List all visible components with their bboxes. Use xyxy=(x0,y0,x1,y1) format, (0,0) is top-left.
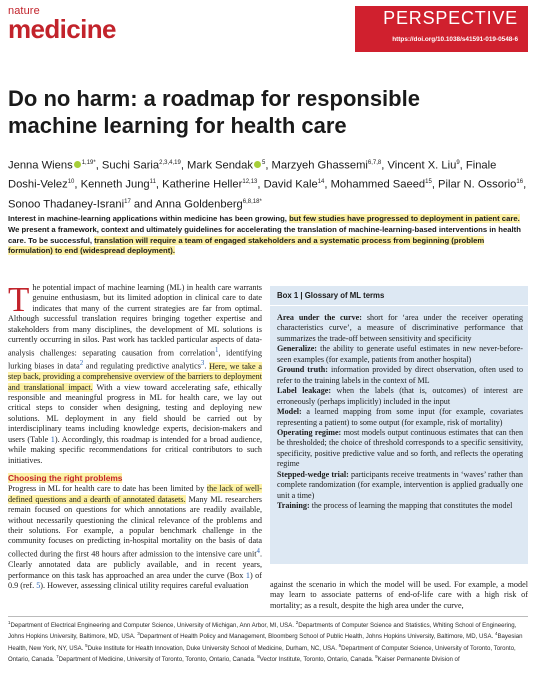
intro-paragraph xyxy=(8,280,262,466)
author-name[interactable]: Mohammed Saeed xyxy=(330,179,426,192)
author-name[interactable]: Vincent X. Liu xyxy=(387,159,457,172)
glossary-definition: most models output continuous estimates that can then be thresholded; the choice of threshold corresponds to a specific sensitivity, specificity, positive predictive value and so forth, and reflects the operating regime xyxy=(277,427,523,469)
author-separator: , xyxy=(95,159,102,172)
affiliation-text: Department of Computer Science, University of Toronto, Toronto, Ontario, Canada. xyxy=(8,644,516,664)
author-name[interactable]: Marzyeh Ghassemi xyxy=(271,159,368,172)
glossary-box xyxy=(270,286,528,564)
reference-link[interactable]: 1 xyxy=(215,346,219,354)
reference-link[interactable]: 3 xyxy=(200,359,205,367)
glossary-entry xyxy=(277,365,523,386)
author-name[interactable]: Jenna Wiens xyxy=(8,159,73,172)
author-affiliation-marker: 6,7,8 xyxy=(367,160,382,166)
article-title: Do no harm: a roadmap for responsible machine learning for health care xyxy=(8,86,420,138)
section-text: ). However, assessing clinical utility requires careful evaluation xyxy=(40,580,249,590)
author-affiliation-marker: 11 xyxy=(149,179,156,186)
author-name[interactable]: Mark Sendak xyxy=(187,159,253,172)
author-separator: , xyxy=(324,179,331,192)
glossary-definition: participants receive treatments in ‘waves’ rather than complete randomization (for example, intervention is applied gradually one unit a time) xyxy=(277,469,523,500)
doi-link[interactable]: https://doi.org/10.1038/s41591-019-0548-6 xyxy=(392,36,518,43)
glossary-definition: the process of learning the mapping that constitutes the model xyxy=(309,501,513,511)
intro-text: and regulating predictive analytics xyxy=(83,361,201,371)
glossary-box-title: Box 1 | Glossary of ML terms xyxy=(277,291,385,300)
reference-link[interactable]: 5 xyxy=(36,580,41,590)
author-affiliation-marker: 10 xyxy=(67,179,75,186)
abstract xyxy=(8,214,526,257)
section-heading-text: Choosing the right problems xyxy=(8,473,123,484)
glossary-term: Label leakage: xyxy=(277,386,332,396)
section-text: . Clearly annotated data are publicly available, and in recent years, performance on this task has approached an area under the curve (Box xyxy=(8,549,262,580)
glossary-entry xyxy=(277,470,523,501)
intro-highlight: Here, we take a step back, providing a comprehensive overview of the barriers to deployment and translational impact. xyxy=(8,361,262,392)
author-affiliation-marker: 5 xyxy=(261,160,266,166)
glossary-definition: a learned mapping from some input (for example, covariates representing a patient) to some output (for example, risk of mortality) xyxy=(277,407,523,427)
affiliation-text: Kaiser Permanente Division of xyxy=(377,656,460,664)
author-name[interactable]: Suchi Saria xyxy=(101,159,160,172)
author-affiliation-marker: 1,19* xyxy=(81,160,96,166)
footnote-number: 4 xyxy=(494,631,498,637)
body-right-continuation: against the scenario in which the model will be used. For example, a model may learn to associate patterns of end-of-life care with a high risk of mortality; as a result, despite the high area under the curve, xyxy=(270,580,528,610)
glossary-term: Model: xyxy=(277,407,302,417)
table-link[interactable]: 1 xyxy=(50,434,55,444)
orcid-icon[interactable] xyxy=(74,161,81,168)
intro-text: he potential impact of machine learning (ML) in health care warrants genuine enthusiasm, but its limited adoption in clinical care to date indicates that many of the current strategies are far from optimal. Although successful translation requires bringing together expertise and stakeholders from many disciplines, the development of ML solutions is currently occurring in silos. Past work has tackled particular aspects of data-analysis challenges: separating causation from correlation xyxy=(8,283,262,358)
glossary-entry xyxy=(277,501,523,511)
footnote-number: 1 xyxy=(8,620,11,625)
orcid-icon[interactable] xyxy=(254,161,261,168)
author-affiliation-marker: 15 xyxy=(425,179,432,186)
glossary-entries xyxy=(277,313,523,512)
author-name[interactable]: David Kale xyxy=(263,179,318,192)
author-affiliation-marker: 12,13 xyxy=(242,179,258,186)
intro-text: , identifying lurking biases in data xyxy=(8,348,262,371)
author-list xyxy=(8,155,528,213)
affiliation-text: Bayesian Health, New York, NY, USA. xyxy=(8,633,523,652)
glossary-term: Area under the curve: xyxy=(277,313,362,322)
author-name[interactable]: Anna Goldenberg xyxy=(155,198,243,211)
journal-logo-medicine: medicine xyxy=(8,14,116,44)
glossary-entry xyxy=(277,428,523,470)
reference-link[interactable]: 2 xyxy=(79,359,84,367)
body-left-column xyxy=(8,280,263,591)
affiliation-text: Department of Health Policy and Management, Bloomberg School of Public Health, Johns Hopkins University, Baltimore, MD, USA. xyxy=(139,633,495,641)
author-separator: , xyxy=(431,179,439,192)
author-separator: , xyxy=(155,179,163,192)
abstract-text: We present a framework, context and ultimately guidelines for accelerating the translation of machine-learning-based interventions in health care. To be successful, xyxy=(8,224,521,245)
author-name[interactable]: Sonoo Thadaney-Israni xyxy=(8,198,125,211)
section-text: Many ML researchers remain focused on questions for which annotations are readily available, without necessarily questioning the clinical relevance of the problems and their solutions. For example, a popular benchmark challenge in the community focuses on predicting in-hospital mortality on the basis of data collected during the first 48 hours after admission to the intensive care unit xyxy=(8,494,262,559)
reference-link[interactable]: 4 xyxy=(256,547,260,555)
glossary-entry xyxy=(277,407,523,428)
glossary-definition: when the labels (that is, outcomes) of interest are erroneously (perhaps implicitly) included in the input xyxy=(277,386,523,406)
author-separator: , xyxy=(180,159,188,172)
author-separator: , xyxy=(381,159,388,172)
glossary-entry xyxy=(277,313,523,344)
glossary-entry xyxy=(277,386,523,407)
author-affiliation-marker: 6,8,18* xyxy=(242,198,262,205)
intro-text: With a view toward accelerating safe, ethically responsible and meaningful progress in ML for health care, we lay out critical steps to consider when designing, testing and deploying new solutions. ML deployment in any field should be carried out by interdisciplinary teams including knowledge experts, decision-makers and users (Table xyxy=(8,382,262,444)
footnote-number: 8 xyxy=(257,654,260,660)
abstract-text: Interest in machine-learning applications within medicine has been growing, xyxy=(8,214,290,223)
author-separator: , xyxy=(265,159,272,172)
footnote-number: 3 xyxy=(137,631,140,637)
author-affiliation-marker: 9 xyxy=(456,160,460,166)
box-link[interactable]: 1 xyxy=(245,570,250,580)
glossary-term: Operating regime: xyxy=(277,427,342,437)
author-affiliation-marker: 16 xyxy=(516,179,524,186)
intro-text: . xyxy=(204,361,210,371)
footnote-divider xyxy=(8,616,528,617)
author-separator: , xyxy=(523,179,527,192)
glossary-definition: information provided by direct observation, often used to refer to the training labels in the context of ML xyxy=(277,365,523,385)
author-name[interactable]: Kenneth Jung xyxy=(80,179,150,192)
author-affiliation-marker: 14 xyxy=(317,179,325,186)
author-affiliation-marker: 2,3,4,19 xyxy=(159,160,181,166)
glossary-term: Generalize: xyxy=(277,344,317,354)
intro-text: ). Accordingly, this roadmap is intended for a broad audience, while making specific recommendations for critical contributors to such initiatives. xyxy=(8,434,262,465)
author-separator: and xyxy=(130,198,156,211)
affiliation-footnotes xyxy=(8,619,528,665)
author-separator: , xyxy=(257,179,264,192)
section-text: Progress in ML for health care to date has been limited by xyxy=(8,484,207,494)
author-separator: , xyxy=(74,179,81,192)
glossary-definition: short for ‘area under the receiver operating characteristics curve’, a measure of discriminative performance that summarizes the trade-off between sensitivity and specificity xyxy=(277,313,523,343)
author-name[interactable]: Finale Doshi-Velez xyxy=(8,159,497,192)
section-text: ) of 0.9 (ref. xyxy=(8,570,263,590)
glossary-box-divider xyxy=(270,305,528,306)
footnote-number: 9 xyxy=(375,654,378,660)
affiliation-text: Duke Institute for Health Innovation, Duke University School of Medicine, Durham, NC, USA. xyxy=(87,644,339,652)
section-heading xyxy=(8,473,262,484)
footnote-number: 7 xyxy=(56,654,59,660)
footnote-number: 5 xyxy=(85,642,88,648)
author-affiliation-marker: 17 xyxy=(124,198,131,205)
footnote-number: 6 xyxy=(338,642,342,648)
affiliation-text: Departments of Computer Science and Statistics, Whiting School of Engineering, Johns Hopkins University, Baltimore, MD, USA. xyxy=(8,622,517,641)
abstract-highlight: translation will require a team of engaged stakeholders and a systematic process from beginning (problem formulation) to end (widespread deployment). xyxy=(8,235,485,256)
section-paragraph xyxy=(8,484,262,591)
author-name[interactable]: Katherine Heller xyxy=(162,179,243,192)
affiliation-text: Vector Institute, Toronto, Ontario, Canada. xyxy=(259,656,376,664)
glossary-entry xyxy=(277,344,523,365)
glossary-definition: the ability to generate useful estimates in new never-before-seen examples (for example, patients from another hospital) xyxy=(277,344,523,364)
footnote-number: 2 xyxy=(295,620,299,625)
affiliation-text: Department of Electrical Engineering and Computer Science, University of Michigan, Ann Arbor, MI, USA. xyxy=(10,622,296,630)
section-highlight: the lack of well-defined questions and a dearth of annotated datasets. xyxy=(8,484,262,504)
glossary-term: Ground truth: xyxy=(277,365,328,375)
author-name[interactable]: Pilar N. Ossorio xyxy=(438,179,517,192)
drop-cap: T xyxy=(8,280,30,319)
abstract-highlight: but few studies have progressed to deployment in patient care. xyxy=(289,214,520,223)
author-separator: , xyxy=(459,159,466,172)
journal-logo-nature: nature xyxy=(8,5,40,17)
glossary-term: Training: xyxy=(277,501,310,511)
section-label: PERSPECTIVE xyxy=(383,8,518,28)
glossary-term: Stepped-wedge trial: xyxy=(277,469,349,479)
affiliation-text: Department of Medicine, University of Toronto, Toronto, Ontario, Canada. xyxy=(58,656,258,664)
section-banner xyxy=(355,6,528,52)
journal-logo xyxy=(8,5,116,49)
